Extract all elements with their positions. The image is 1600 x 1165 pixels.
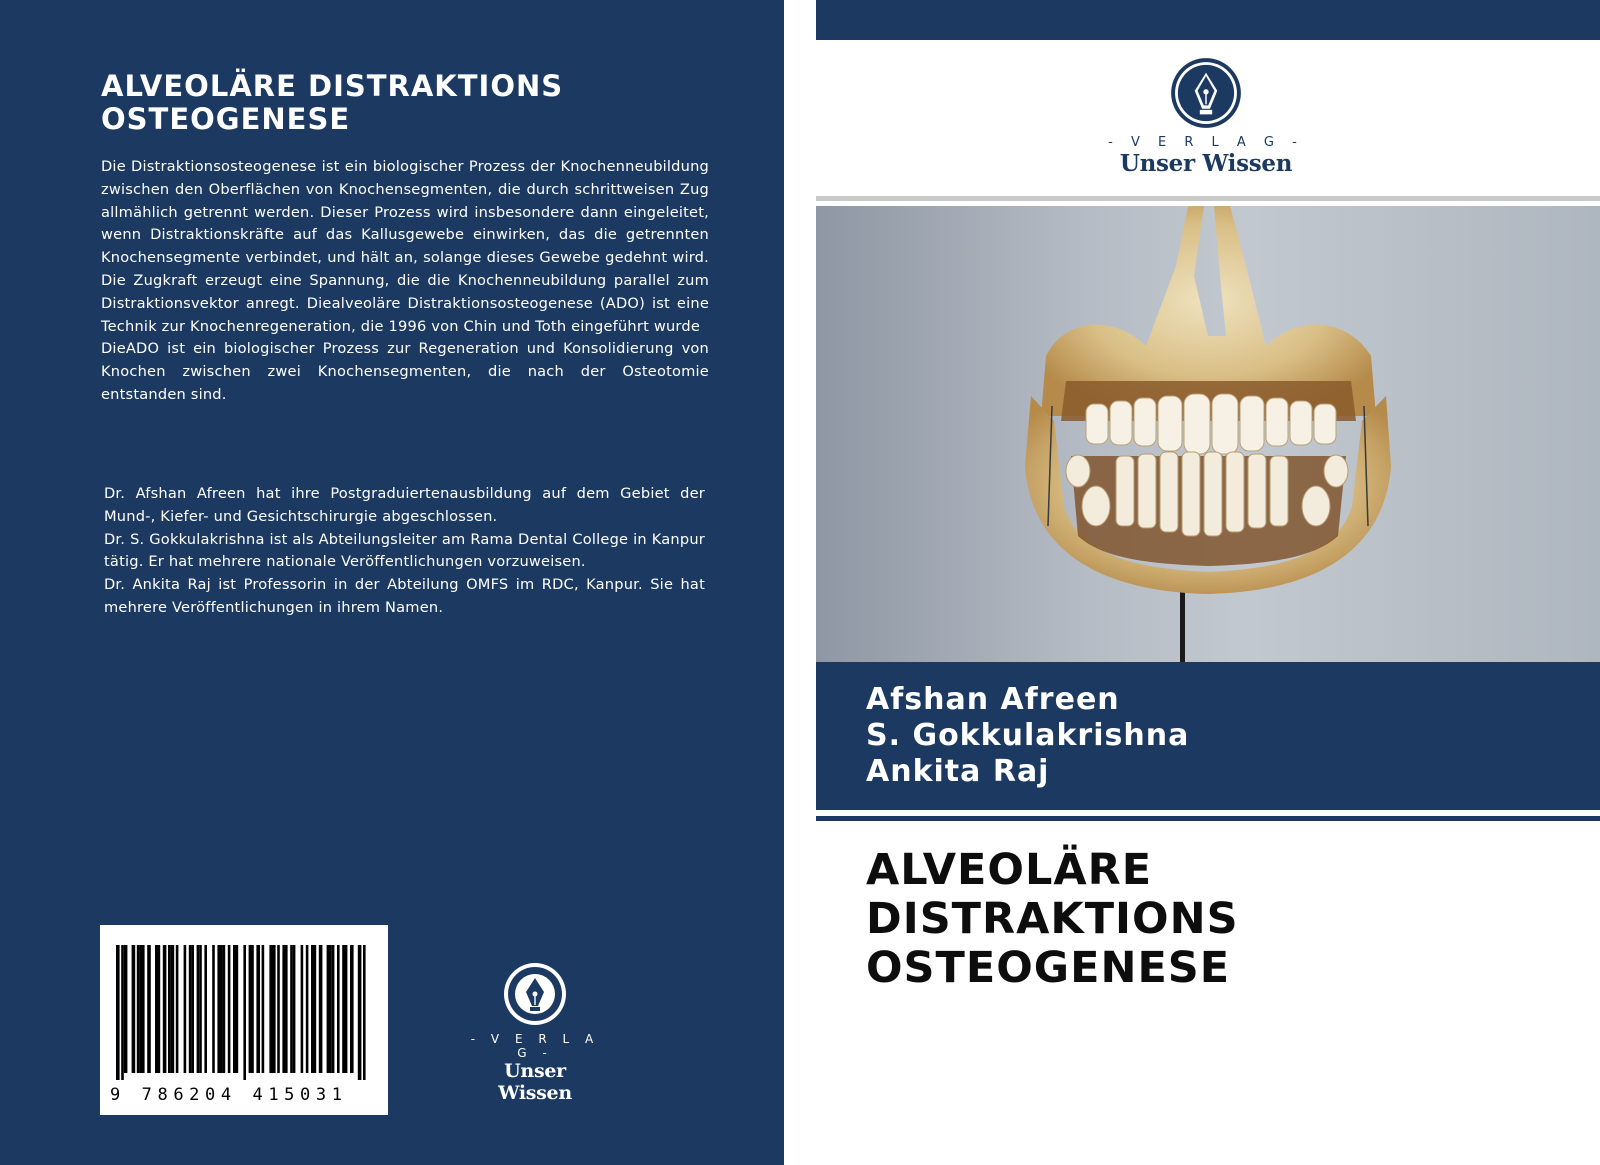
barcode-bar	[350, 945, 354, 1073]
author-gokkulakrishna: S. Gokkulakrishna	[866, 718, 1190, 753]
blurb-paragraph-1: Die Distraktionsosteogenese ist ein biologischer Prozess der Knochenneubildung zwischen den Oberflächen von Knochensegmenten, die durch schrittweisen Zug allmählich getrennt werden. Dieser Prozess wird insbesondere dann eingeleitet, wenn Distraktionskräfte auf das Kallusgewebe einwirken, das die getrennten Knochensegmente verbindet, und hält an, solange dieses Gewebe gedehnt wird. Die Zugkraft erzeugt eine Spannung, die die Knochenneubildung parallel zum Distraktionsvektor anregt. Diealveoläre Distraktionsosteogenese (ADO) ist eine Technik zur Knochenregeneration, die 1996 von Chin und Toth eingeführt wurde	[101, 158, 709, 335]
barcode-bar	[124, 945, 128, 1073]
barcode-bar	[332, 945, 335, 1073]
barcode-bar	[212, 945, 215, 1073]
barcode-bar	[243, 945, 246, 1080]
back-cover-title	[101, 70, 721, 136]
blurb-paragraph-2: DieADO ist ein biologischer Prozess zur Regeneration und Konsolidierung von Knochen zwischen zwei Knochensegmenten, die nach der Osteotomie entstanden sind.	[101, 340, 709, 403]
barcode-bar	[158, 945, 161, 1073]
barcode-bar	[121, 945, 124, 1080]
pen-nib-logo-icon	[1170, 57, 1242, 129]
barcode-bar	[189, 945, 192, 1073]
barcode-bar	[137, 945, 140, 1073]
isbn-barcode	[100, 925, 388, 1115]
logo-verlag-text: - V E R L A G -	[1108, 135, 1304, 150]
barcode-bar	[256, 945, 260, 1073]
barcode-bar	[176, 945, 179, 1073]
back-publisher-logo	[465, 962, 605, 1104]
barcode-bar	[236, 945, 239, 1073]
barcode-bar	[251, 945, 254, 1073]
barcode-bars	[114, 945, 374, 1080]
barcode-bar	[329, 945, 332, 1073]
skull-jaw-image	[816, 206, 1600, 662]
front-title-line-3: OSTEOGENESE	[866, 943, 1231, 993]
bio-gokkulakrishna: Dr. S. Gokkulakrishna ist als Abteilungsleiter am Rama Dental College in Kanpur tätig. Er hat mehrere nationale Veröffentlichungen vorzuweisen.	[104, 530, 705, 571]
author-afreen: Afshan Afreen	[866, 682, 1120, 717]
front-publisher-logo	[1106, 57, 1306, 177]
barcode-bar	[293, 945, 296, 1073]
bio-raj: Dr. Ankita Raj ist Professorin in der Abteilung OMFS im RDC, Kanpur. Sie hat mehrere Veröffentlichungen in ihrem Namen.	[104, 576, 705, 616]
barcode-bar	[184, 945, 187, 1073]
barcode-bar	[199, 945, 202, 1073]
front-cover-title	[866, 846, 1566, 993]
logo-publisher-name: Unser Wissen	[1119, 150, 1293, 177]
barcode-bar	[345, 945, 348, 1073]
back-title-line-1: ALVEOLÄRE DISTRAKTIONS	[101, 69, 564, 103]
barcode-bar	[163, 945, 167, 1073]
barcode-bar	[168, 945, 171, 1073]
isbn-number: 9 786204 415031	[110, 1085, 348, 1105]
barcode-bar	[290, 945, 293, 1073]
barcode-bar	[142, 945, 145, 1073]
cover-photo	[816, 206, 1600, 662]
barcode-bar	[204, 945, 207, 1073]
front-title-line-2: DISTRAKTIONS	[866, 894, 1239, 944]
logo-publisher-name: Unser Wissen	[498, 1060, 572, 1104]
front-title-line-1: ALVEOLÄRE	[866, 845, 1153, 895]
author-raj: Ankita Raj	[866, 754, 1050, 789]
barcode-bar	[277, 945, 280, 1073]
barcode-bar	[306, 945, 309, 1073]
back-title-line-2: OSTEOGENESE	[101, 102, 351, 136]
barcode-bar	[337, 945, 340, 1073]
grey-divider	[816, 196, 1600, 201]
book-blurb	[101, 156, 709, 407]
barcode-bar	[223, 945, 226, 1073]
front-top-bar	[816, 0, 1600, 40]
back-cover	[0, 0, 784, 1165]
barcode-bar	[171, 945, 175, 1073]
barcode-bar	[358, 945, 362, 1080]
authors-band	[816, 662, 1600, 810]
pen-nib-logo-icon	[503, 962, 567, 1026]
barcode-bar	[314, 945, 317, 1073]
barcode-bar	[285, 945, 288, 1073]
author-bios	[104, 483, 705, 620]
barcode-bar	[282, 945, 285, 1073]
bio-afreen: Dr. Afshan Afreen hat ihre Postgraduiertenausbildung auf dem Gebiet der Mund-, Kiefer- und Gesichtschirurgie abgeschlossen.	[104, 485, 705, 525]
barcode-bar	[116, 945, 120, 1080]
barcode-bar	[301, 945, 304, 1073]
barcode-bar	[220, 945, 223, 1073]
barcode-bar	[197, 945, 200, 1073]
navy-divider	[816, 816, 1600, 821]
barcode-bar	[262, 945, 265, 1073]
barcode-bar	[147, 945, 151, 1073]
barcode-bar	[319, 945, 323, 1073]
barcode-bar	[132, 945, 136, 1073]
barcode-bar	[191, 945, 194, 1073]
front-cover	[816, 0, 1600, 1165]
barcode-bar	[269, 945, 272, 1073]
barcode-bar	[272, 945, 276, 1073]
barcode-bar	[363, 945, 366, 1080]
logo-verlag-text: - V E R L A G -	[470, 1032, 600, 1060]
barcode-bar	[228, 945, 231, 1073]
